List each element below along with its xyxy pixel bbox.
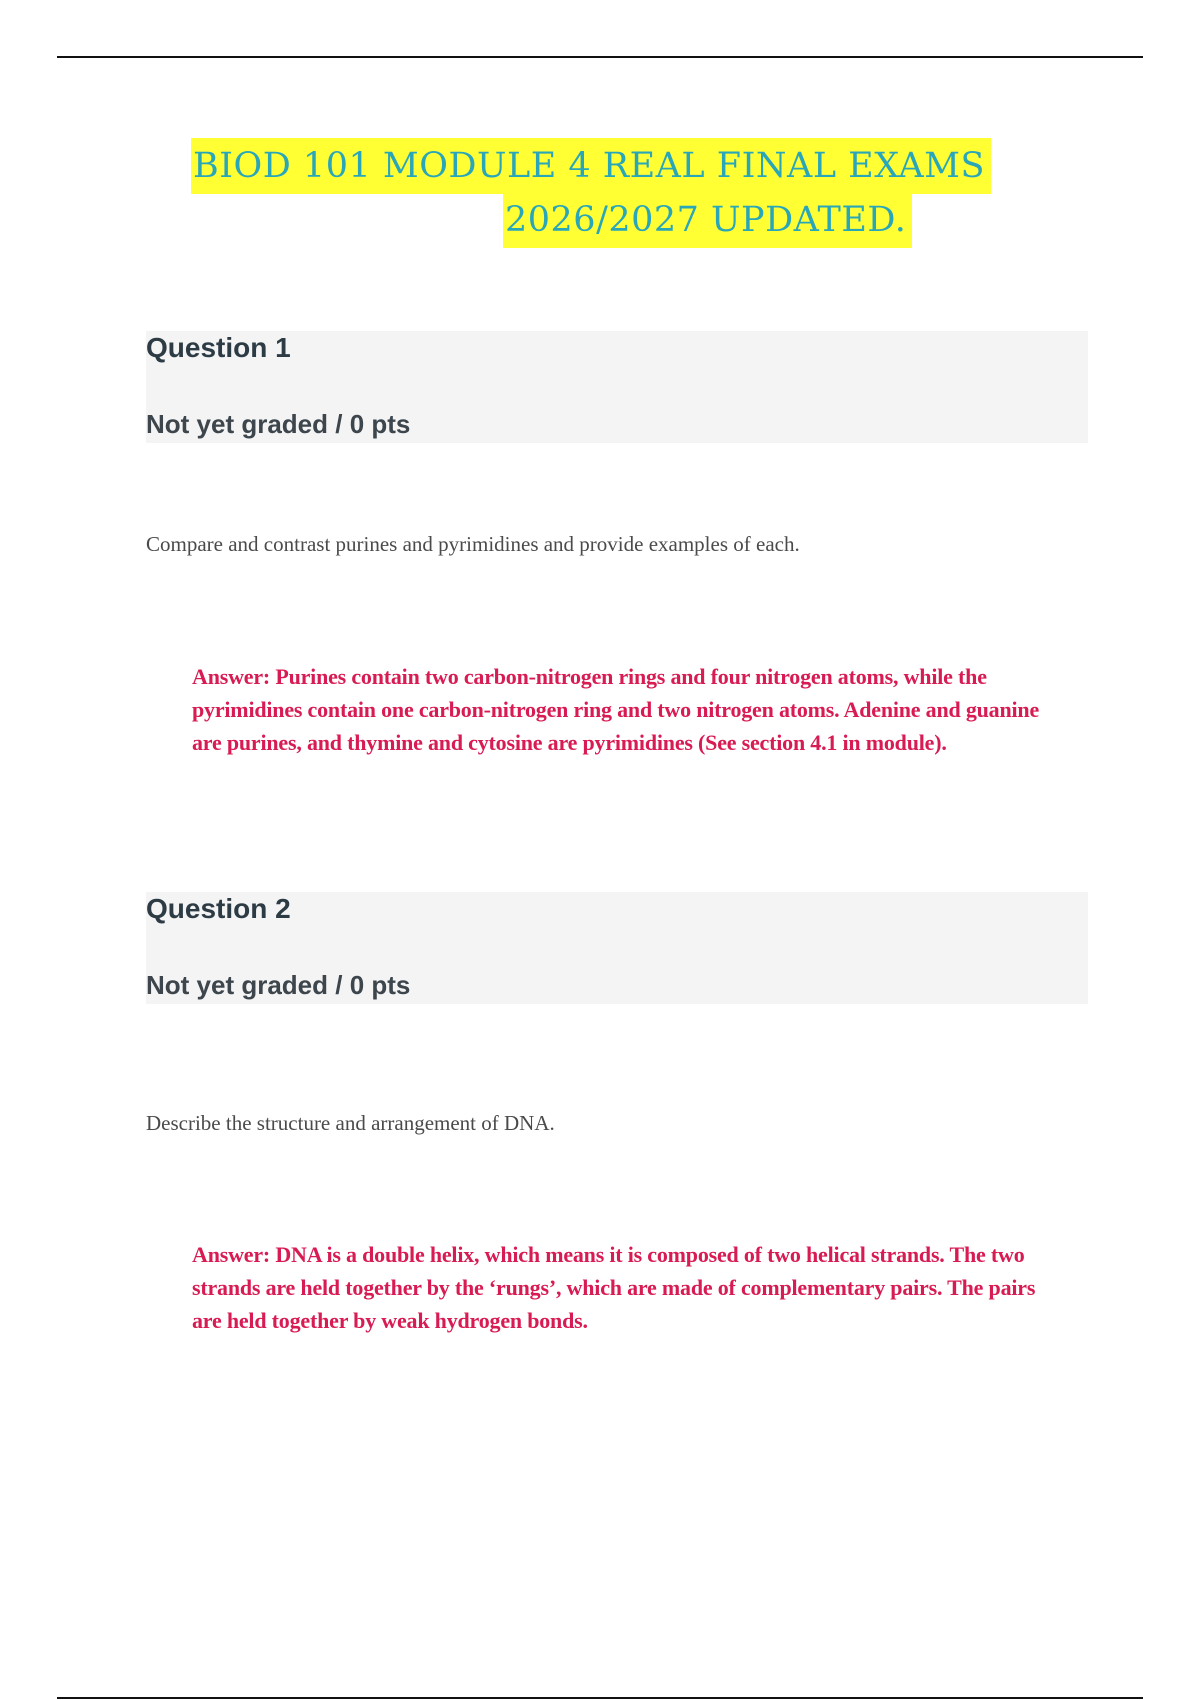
question-title: Question 1 [146,332,291,363]
question-prompt: Compare and contrast purines and pyrimidines and provide examples of each. [146,532,800,556]
question-header [146,331,1088,443]
question-title: Question 2 [146,893,291,924]
document-title-line-2: 2026/2027 UPDATED. [503,192,912,248]
top-rule [57,56,1143,58]
question-header [146,892,1088,1004]
bottom-rule [57,1697,1143,1699]
question-points: Not yet graded / 0 pts [146,409,411,439]
question-prompt: Describe the structure and arrangement of DNA. [146,1111,555,1135]
document-title-line-1: BIOD 101 MODULE 4 REAL FINAL EXAMS [191,138,991,194]
question-points: Not yet graded / 0 pts [146,970,411,1000]
answer-text: Answer: DNA is a double helix, which means it is composed of two helical strands. The two strands are held together by the ‘rungs’, which are made of complementary pairs. The pairs are held together by weak hydrogen bonds. [192,1242,1036,1333]
answer-text: Answer: Purines contain two carbon-nitrogen rings and four nitrogen atoms, while the pyrimidines contain one carbon-nitrogen ring and two nitrogen atoms. Adenine and guanine are purines, and thymine and cytosine are pyrimidines (See section 4.1 in module). [192,664,1040,755]
